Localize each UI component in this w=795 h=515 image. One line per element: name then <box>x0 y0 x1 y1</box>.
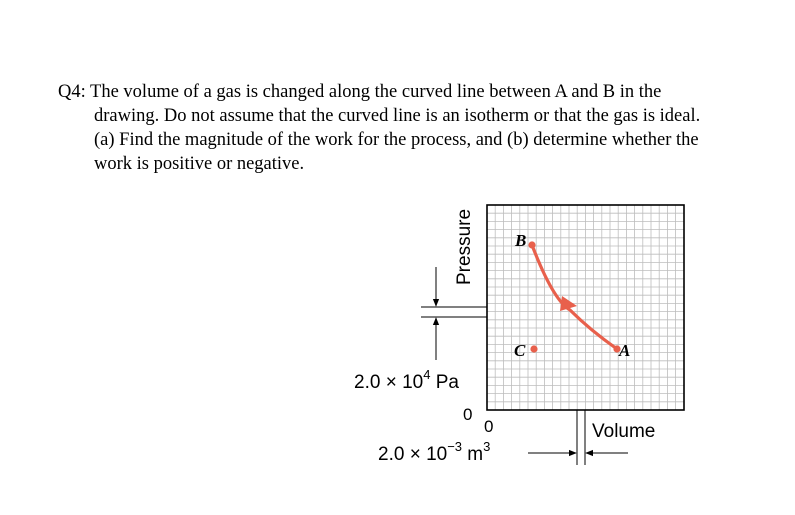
point-c-label: C <box>514 341 526 360</box>
point-c-marker <box>530 345 537 352</box>
volume-axis-label: Volume <box>592 421 656 442</box>
origin-y-label: 0 <box>463 405 473 424</box>
volume-scale-label: $2.0 \times 10^{-3}$ $m^3$ <box>378 439 491 465</box>
question-line-4: work is positive or negative. <box>94 154 305 174</box>
origin-x-label: 0 <box>484 417 494 436</box>
question-line-2: drawing. Do not assume that the curved line is an isotherm or that the gas is ideal. <box>94 106 701 126</box>
point-b-marker <box>528 241 535 248</box>
point-b-label: B <box>515 231 527 250</box>
question-line-1: Q4: The volume of a gas is changed along the curved line between A and B in the <box>58 82 662 102</box>
point-a-label: A <box>619 341 631 360</box>
question-line-3: (a) Find the magnitude of the work for the process, and (b) determine whether the <box>94 130 699 150</box>
pressure-scale-label: $2.0 \times 10^4$ Pa <box>354 367 459 393</box>
pressure-axis-label: Pressure <box>454 208 475 285</box>
